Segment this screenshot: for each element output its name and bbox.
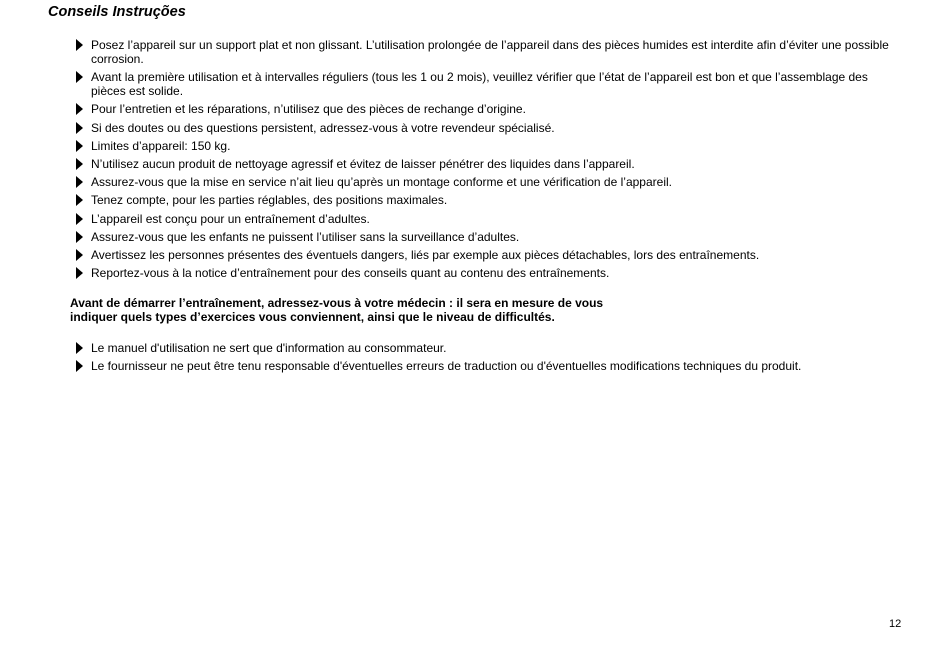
instruction-item — [76, 157, 896, 171]
instruction-text: Tenez compte, pour les parties réglables, des positions maximales. — [91, 193, 448, 208]
triangle-bullet-icon — [76, 39, 83, 51]
triangle-bullet-icon — [76, 158, 83, 170]
instruction-item — [76, 121, 896, 135]
instruction-text: L’appareil est conçu pour un entraînement d’adultes. — [91, 211, 370, 226]
disclaimer-item — [76, 359, 896, 373]
instruction-item — [76, 139, 896, 153]
page-title: Conseils Instruções — [48, 4, 186, 20]
triangle-bullet-icon — [76, 194, 83, 206]
instruction-text: Avant la première utilisation et à intervalles réguliers (tous les 1 ou 2 mois), veuillez vérifier que l’état de l’appareil est bon et que l’assemblage des pièces est solide. — [91, 70, 868, 99]
disclaimer-text: Le manuel d'utilisation ne sert que d'information au consommateur. — [91, 341, 447, 355]
triangle-bullet-icon — [76, 71, 83, 83]
triangle-bullet-icon — [76, 140, 83, 152]
instruction-item — [76, 193, 896, 207]
instruction-text: Avertissez les personnes présentes des éventuels dangers, liés par exemple aux pièces détachables, lors des entraînements. — [91, 247, 760, 262]
disclaimer-text: Le fournisseur ne peut être tenu responsable d'éventuelles erreurs de traduction ou d'éventuelles modifications techniques du produit. — [91, 359, 802, 374]
triangle-bullet-icon — [76, 231, 83, 243]
triangle-bullet-icon — [76, 122, 83, 134]
triangle-bullet-icon — [76, 342, 83, 354]
triangle-bullet-icon — [76, 176, 83, 188]
instruction-text: Reportez-vous à la notice d’entraînement pour des conseils quant au contenu des entraînements. — [91, 266, 610, 281]
triangle-bullet-icon — [76, 103, 83, 115]
disclaimer-item — [76, 341, 896, 355]
medical-notice — [70, 296, 770, 324]
instruction-text: Posez l’appareil sur un support plat et non glissant. L’utilisation prolongée de l’appareil dans des pièces humides est interdite afin d’éviter une possible corrosion. — [91, 38, 889, 66]
triangle-bullet-icon — [76, 249, 83, 261]
instruction-item — [76, 266, 896, 280]
medical-notice-line: Avant de démarrer l’entraînement, adressez-vous à votre médecin : il sera en mesure de vous — [70, 296, 604, 310]
instruction-item — [76, 212, 896, 226]
instruction-text: Assurez-vous que la mise en service n’ait lieu qu’après un montage conforme et une vérification de l’appareil. — [91, 175, 672, 190]
instructions-list — [76, 38, 896, 284]
instruction-item — [76, 102, 896, 116]
medical-notice-line: indiquer quels types d’exercices vous conviennent, ainsi que le niveau de difficultés. — [70, 310, 555, 324]
instruction-item — [76, 230, 896, 244]
instruction-text: N’utilisez aucun produit de nettoyage agressif et évitez de laisser pénétrer des liquides dans l’appareil. — [91, 156, 635, 171]
instruction-text: Assurez-vous que les enfants ne puissent l’utiliser sans la surveillance d’adultes. — [91, 229, 520, 244]
triangle-bullet-icon — [76, 267, 83, 279]
instruction-item — [76, 38, 896, 66]
triangle-bullet-icon — [76, 360, 83, 372]
instruction-text: Limites d’appareil: 150 kg. — [91, 138, 231, 153]
triangle-bullet-icon — [76, 213, 83, 225]
instruction-text: Si des doutes ou des questions persistent, adressez-vous à votre revendeur spécialisé. — [91, 120, 555, 135]
page-number: 12 — [889, 618, 902, 630]
instruction-text: Pour l’entretien et les réparations, n’utilisez que des pièces de rechange d’origine. — [91, 102, 526, 117]
instruction-item — [76, 70, 896, 98]
disclaimer-list — [76, 341, 896, 377]
instruction-item — [76, 175, 896, 189]
instruction-item — [76, 248, 896, 262]
